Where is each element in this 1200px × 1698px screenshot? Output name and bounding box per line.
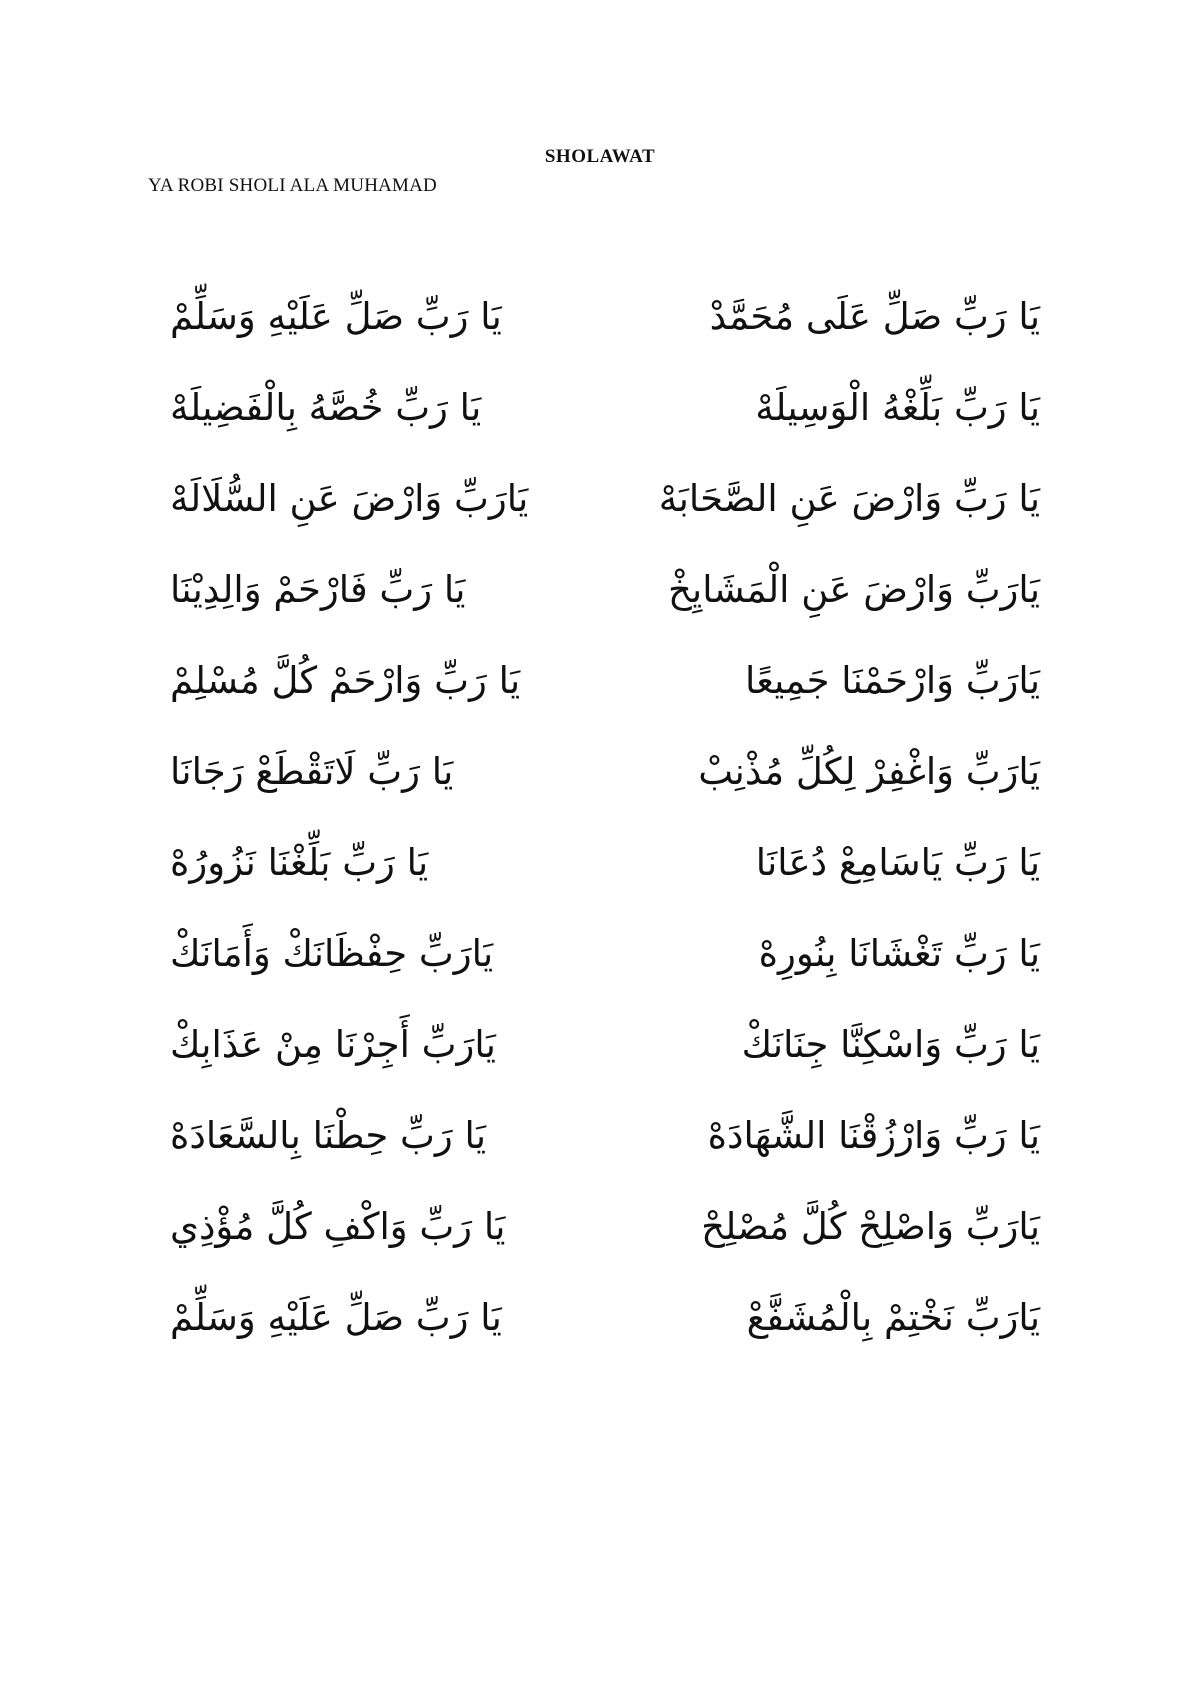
verse-second-half: يَارَبِّ وَارْضَ عَنِ السُّلَالَهْ [170, 477, 529, 521]
verse-row-5 [170, 636, 1040, 727]
verse-second-half: يَا رَبِّ خُصَّهُ بِالْفَضِيلَهْ [170, 386, 482, 430]
page-subtitle: YA ROBI SHOLI ALA MUHAMAD [148, 175, 437, 196]
verse-row-1 [170, 272, 1040, 363]
verse-first-half: يَا رَبِّ صَلِّ عَلَى مُحَمَّدْ [709, 295, 1040, 339]
verse-second-half: يَا رَبِّ صَلِّ عَلَيْهِ وَسَلِّمْ [170, 1296, 502, 1340]
verse-second-half: يَا رَبِّ بَلِّغْنَا نَزُورُهْ [170, 841, 429, 885]
verse-row-6 [170, 727, 1040, 818]
verse-first-half: يَا رَبِّ وَارْضَ عَنِ الصَّحَابَهْ [658, 477, 1040, 521]
verse-second-half: يَا رَبِّ وَاكْفِ كُلَّ مُؤْذِي [170, 1205, 506, 1249]
verse-second-half: يَا رَبِّ صَلِّ عَلَيْهِ وَسَلِّمْ [170, 295, 502, 339]
verse-first-half: يَا رَبِّ وَارْزُقْنَا الشَّهَادَهْ [707, 1114, 1040, 1158]
verse-second-half: يَا رَبِّ لَاتَقْطَعْ رَجَانَا [170, 750, 454, 794]
page-title: SHOLAWAT [544, 146, 656, 167]
verse-row-7 [170, 818, 1040, 909]
verse-row-8 [170, 909, 1040, 1000]
verse-row-10 [170, 1091, 1040, 1182]
verse-row-4 [170, 545, 1040, 636]
verse-row-2 [170, 363, 1040, 454]
verse-row-3 [170, 454, 1040, 545]
verse-first-half: يَارَبِّ وَاغْفِرْ لِكُلِّ مُذْنِبْ [698, 750, 1040, 794]
verse-first-half: يَا رَبِّ تَغْشَانَا بِنُورِهْ [758, 932, 1040, 976]
verse-first-half: يَارَبِّ وَارْحَمْنَا جَمِيعًا [744, 659, 1040, 703]
verse-second-half: يَا رَبِّ فَارْحَمْ وَالِدِيْنَا [170, 568, 466, 612]
poem [170, 272, 1040, 1364]
verse-first-half: يَارَبِّ وَاصْلِحْ كُلَّ مُصْلِحْ [701, 1205, 1040, 1249]
verse-first-half: يَارَبِّ نَخْتِمْ بِالْمُشَفَّعْ [746, 1296, 1040, 1340]
verse-first-half: يَا رَبِّ بَلِّغْهُ الْوَسِيلَهْ [755, 386, 1040, 430]
verse-row-11 [170, 1182, 1040, 1273]
verse-second-half: يَارَبِّ أَجِرْنَا مِنْ عَذَابِكْ [170, 1023, 496, 1067]
verse-second-half: يَا رَبِّ حِطْنَا بِالسَّعَادَهْ [170, 1114, 487, 1158]
verse-second-half: يَارَبِّ حِفْظَانَكْ وَأَمَانَكْ [170, 932, 494, 976]
verse-row-12 [170, 1273, 1040, 1364]
verse-second-half: يَا رَبِّ وَارْحَمْ كُلَّ مُسْلِمْ [170, 659, 521, 703]
verse-first-half: يَا رَبِّ يَاسَامِعْ دُعَانَا [755, 841, 1040, 885]
verse-first-half: يَا رَبِّ وَاسْكِنَّا جِنَانَكْ [741, 1023, 1040, 1067]
verse-row-9 [170, 1000, 1040, 1091]
verse-first-half: يَارَبِّ وَارْضَ عَنِ الْمَشَايِخْ [668, 568, 1040, 612]
